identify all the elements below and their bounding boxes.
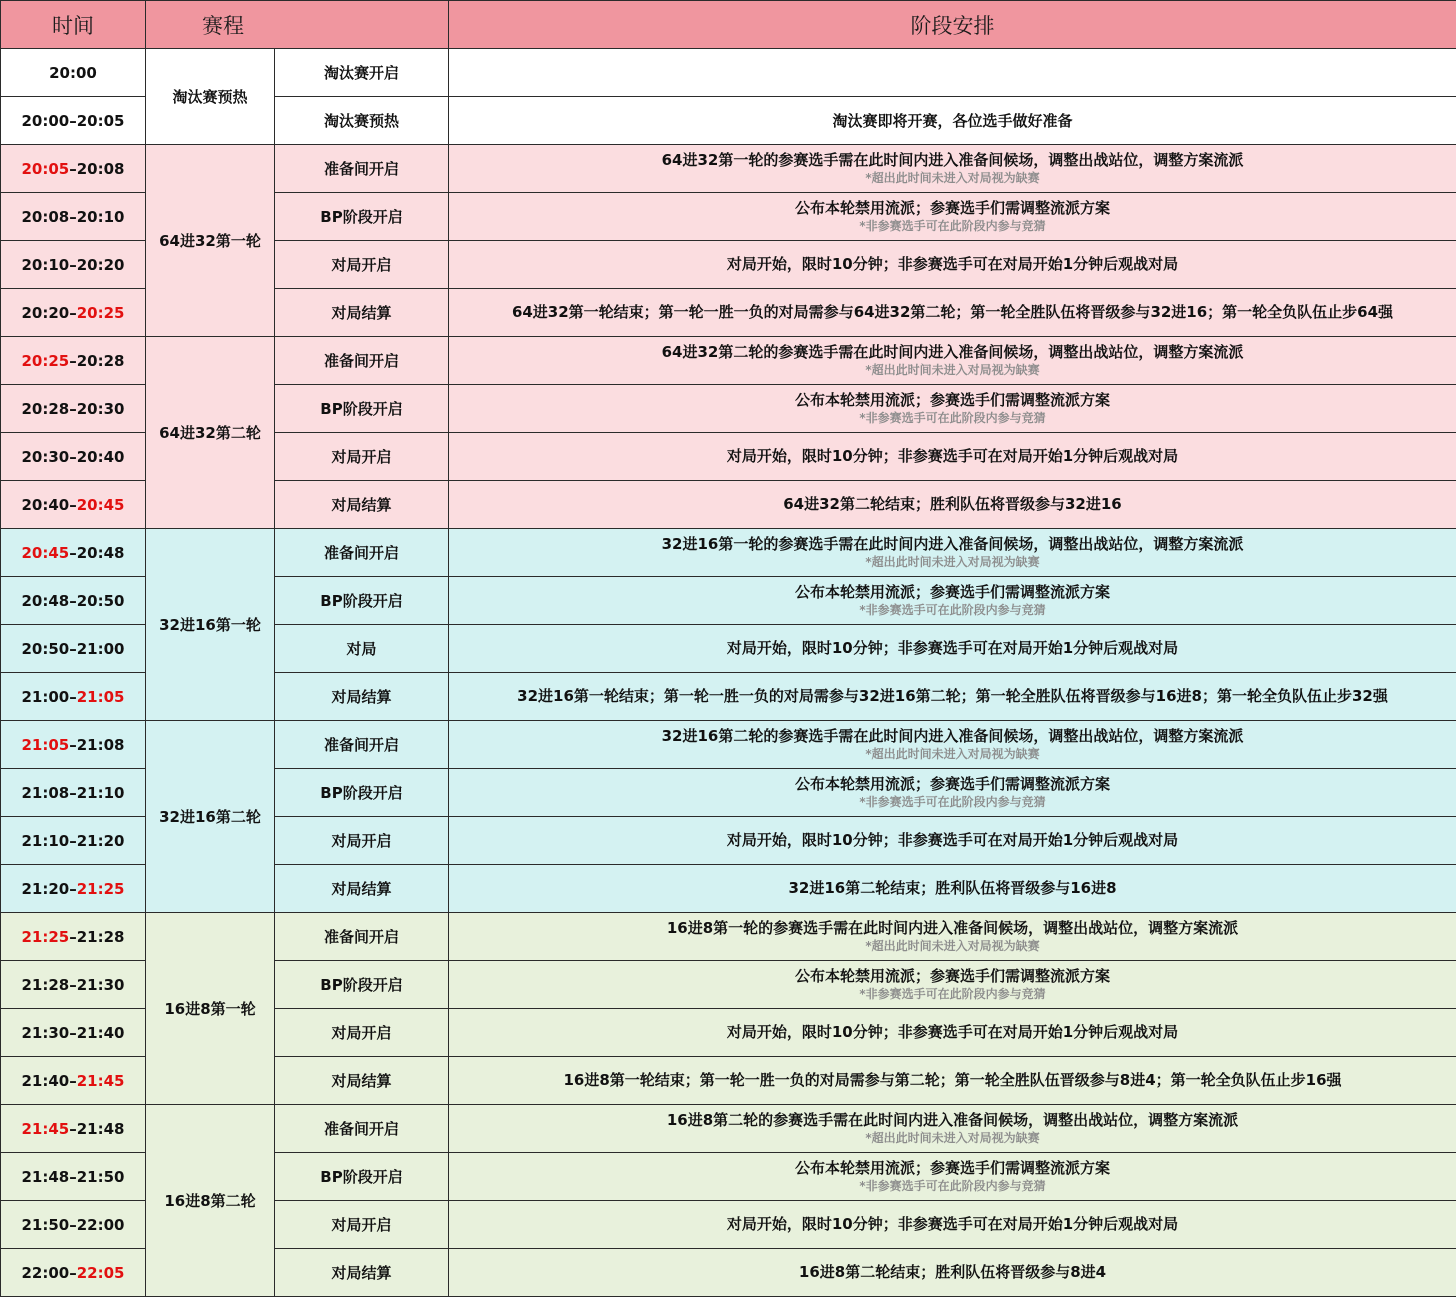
time-start: 21:05 [21, 735, 70, 754]
detail-cell: 淘汰赛即将开赛，各位选手做好准备 [449, 97, 1456, 145]
time-start: 21:10 [21, 831, 70, 850]
time-end: 21:08 [76, 735, 125, 754]
table-row [1, 913, 1456, 961]
time-cell: 21:40–21:45 [1, 1057, 146, 1105]
detail-cell [449, 1009, 1456, 1057]
detail-text: 16进8第一轮的参赛选手需在此时间内进入准备间候场，调整出战站位，调整方案流派 [666, 919, 1239, 937]
time-end: 20:10 [76, 207, 125, 226]
time-end: 21:05 [76, 687, 125, 706]
phase-cell: BP阶段开启 [275, 385, 449, 433]
time-cell: 20:10–20:20 [1, 241, 146, 289]
phase-cell: 准备间开启 [275, 529, 449, 577]
stage-cell: 淘汰赛预热 [146, 49, 275, 145]
stage-cell: 32进16第二轮 [146, 721, 275, 913]
detail-cell [449, 289, 1456, 337]
phase-cell: BP阶段开启 [275, 961, 449, 1009]
detail-text: 公布本轮禁用流派；参赛选手们需调整流派方案 [794, 391, 1110, 409]
time-cell: 20:20–20:25 [1, 289, 146, 337]
detail-cell [449, 625, 1456, 673]
phase-cell: 准备间开启 [275, 913, 449, 961]
phase-cell: 对局结算 [275, 1249, 449, 1297]
detail-cell [449, 1057, 1456, 1105]
time-cell: 20:48–20:50 [1, 577, 146, 625]
detail-cell [449, 913, 1456, 961]
schedule-body [1, 49, 1456, 1297]
detail-text: 公布本轮禁用流派；参赛选手们需调整流派方案 [794, 775, 1110, 793]
phase-cell: 对局结算 [275, 289, 449, 337]
time-start: 21:45 [21, 1119, 70, 1138]
time-start: 22:00 [21, 1263, 70, 1282]
table-row [1, 721, 1456, 769]
table-row [1, 145, 1456, 193]
time-end: 21:45 [76, 1071, 125, 1090]
time-cell: 20:50–21:00 [1, 625, 146, 673]
time-end: 21:00 [76, 639, 125, 658]
detail-text: 32进16第二轮的参赛选手需在此时间内进入准备间候场，调整出战站位，调整方案流派 [661, 727, 1244, 745]
phase-cell: 淘汰赛开启 [275, 49, 449, 97]
guess-note: *非参赛选手可在此阶段内参与竞猜 [859, 603, 1046, 617]
detail-text: 32进16第一轮结束；第一轮一胜一负的对局需参与32进16第二轮；第一轮全胜队伍将晋级参与16进8；第一轮全负队伍止步32强 [517, 687, 1388, 705]
time-end: 20:05 [76, 111, 125, 130]
time-cell: 21:25–21:28 [1, 913, 146, 961]
time-cell: 21:10–21:20 [1, 817, 146, 865]
detail-text: 64进32第一轮的参赛选手需在此时间内进入准备间候场，调整出战站位，调整方案流派 [661, 151, 1244, 169]
time-end: 21:50 [76, 1167, 125, 1186]
stage-cell: 64进32第二轮 [146, 337, 275, 529]
time-cell: 21:50–22:00 [1, 1201, 146, 1249]
guess-note: *非参赛选手可在此阶段内参与竞猜 [859, 795, 1046, 809]
phase-cell: 对局开启 [275, 817, 449, 865]
time-start: 21:30 [21, 1023, 70, 1042]
time-end: 22:00 [76, 1215, 125, 1234]
detail-cell [449, 721, 1456, 769]
phase-cell: 对局开启 [275, 1009, 449, 1057]
time-start: 20:08 [21, 207, 70, 226]
time-end: 21:30 [76, 975, 125, 994]
time-start: 20:20 [21, 303, 70, 322]
stage-cell: 64进32第一轮 [146, 145, 275, 337]
time-end: 20:25 [76, 303, 125, 322]
table-row [1, 49, 1456, 97]
detail-cell [449, 577, 1456, 625]
detail-cell [449, 337, 1456, 385]
phase-cell: 准备间开启 [275, 1105, 449, 1153]
time-start: 20:50 [21, 639, 70, 658]
detail-text: 64进32第二轮结束；胜利队伍将晋级参与32进16 [783, 495, 1122, 513]
phase-cell: BP阶段开启 [275, 193, 449, 241]
phase-cell: 对局结算 [275, 865, 449, 913]
detail-cell [449, 481, 1456, 529]
time-cell: 20:05–20:08 [1, 145, 146, 193]
detail-cell [449, 1153, 1456, 1201]
stage-cell: 16进8第一轮 [146, 913, 275, 1105]
time-cell: 22:00–22:05 [1, 1249, 146, 1297]
time-start: 20:28 [21, 399, 70, 418]
late-note: *超出此时间未进入对局视为缺赛 [865, 939, 1040, 953]
guess-note: *非参赛选手可在此阶段内参与竞猜 [859, 1179, 1046, 1193]
time-end: 20:20 [76, 255, 125, 274]
detail-text: 公布本轮禁用流派；参赛选手们需调整流派方案 [794, 583, 1110, 601]
time-end: 21:48 [76, 1119, 125, 1138]
header-row [1, 1, 1456, 49]
detail-cell [449, 193, 1456, 241]
time-cell: 21:45–21:48 [1, 1105, 146, 1153]
detail-text: 对局开始，限时10分钟；非参赛选手可在对局开始1分钟后观战对局 [726, 255, 1179, 273]
late-note: *超出此时间未进入对局视为缺赛 [865, 1131, 1040, 1145]
time-cell: 20:25–20:28 [1, 337, 146, 385]
time-cell: 21:30–21:40 [1, 1009, 146, 1057]
time-end: 20:45 [76, 495, 125, 514]
detail-cell [449, 1105, 1456, 1153]
header-schedule: 赛程 [146, 1, 449, 49]
guess-note: *非参赛选手可在此阶段内参与竞猜 [859, 219, 1046, 233]
detail-cell [449, 49, 1456, 97]
time-start: 21:25 [21, 927, 70, 946]
table-row [1, 529, 1456, 577]
time-cell: 20:00 [1, 49, 146, 97]
detail-cell [449, 961, 1456, 1009]
time-start: 21:08 [21, 783, 70, 802]
phase-cell: BP阶段开启 [275, 769, 449, 817]
detail-text: 对局开始，限时10分钟；非参赛选手可在对局开始1分钟后观战对局 [726, 1023, 1179, 1041]
detail-text: 64进32第一轮结束；第一轮一胜一负的对局需参与64进32第二轮；第一轮全胜队伍将晋级参与32进16；第一轮全负队伍止步64强 [511, 303, 1394, 321]
phase-cell: 对局结算 [275, 1057, 449, 1105]
time-cell: 21:48–21:50 [1, 1153, 146, 1201]
detail-cell [449, 241, 1456, 289]
time-end: 22:05 [76, 1263, 125, 1282]
time-start: 20:00 [21, 111, 70, 130]
time-end: 21:20 [76, 831, 125, 850]
detail-text: 64进32第二轮的参赛选手需在此时间内进入准备间候场，调整出战站位，调整方案流派 [661, 343, 1244, 361]
guess-note: *非参赛选手可在此阶段内参与竞猜 [859, 411, 1046, 425]
phase-cell: 对局 [275, 625, 449, 673]
phase-cell: 准备间开启 [275, 337, 449, 385]
time-end: 21:40 [76, 1023, 125, 1042]
phase-cell: 对局结算 [275, 673, 449, 721]
late-note: *超出此时间未进入对局视为缺赛 [865, 747, 1040, 761]
detail-text: 32进16第二轮结束；胜利队伍将晋级参与16进8 [788, 879, 1117, 897]
detail-cell [449, 673, 1456, 721]
time-cell: 21:20–21:25 [1, 865, 146, 913]
time-end: 20:08 [76, 159, 125, 178]
detail-text: 公布本轮禁用流派；参赛选手们需调整流派方案 [794, 967, 1110, 985]
detail-text: 公布本轮禁用流派；参赛选手们需调整流派方案 [794, 1159, 1110, 1177]
time-start: 20:25 [21, 351, 70, 370]
detail-cell [449, 817, 1456, 865]
table-row [1, 337, 1456, 385]
table-row [1, 1105, 1456, 1153]
time-cell: 21:05–21:08 [1, 721, 146, 769]
detail-text: 16进8第一轮结束；第一轮一胜一负的对局需参与第二轮；第一轮全胜队伍晋级参与8进4；第一轮全负队伍止步16强 [563, 1071, 1342, 1089]
detail-text: 对局开始，限时10分钟；非参赛选手可在对局开始1分钟后观战对局 [726, 831, 1179, 849]
late-note: *超出此时间未进入对局视为缺赛 [865, 171, 1040, 185]
phase-cell: 对局结算 [275, 481, 449, 529]
time-cell: 20:28–20:30 [1, 385, 146, 433]
time-cell: 20:40–20:45 [1, 481, 146, 529]
detail-text: 16进8第二轮结束；胜利队伍将晋级参与8进4 [798, 1263, 1107, 1281]
header-arrangement: 阶段安排 [449, 1, 1456, 49]
detail-text: 公布本轮禁用流派；参赛选手们需调整流派方案 [794, 199, 1110, 217]
phase-cell: BP阶段开启 [275, 577, 449, 625]
detail-cell [449, 1249, 1456, 1297]
stage-cell: 16进8第二轮 [146, 1105, 275, 1297]
header-time: 时间 [1, 1, 146, 49]
time-end: 20:30 [76, 399, 125, 418]
time-cell: 20:08–20:10 [1, 193, 146, 241]
detail-cell [449, 433, 1456, 481]
time-end: 21:28 [76, 927, 125, 946]
detail-text: 32进16第一轮的参赛选手需在此时间内进入准备间候场，调整出战站位，调整方案流派 [661, 535, 1244, 553]
time-end: 20:48 [76, 543, 125, 562]
detail-cell [449, 529, 1456, 577]
detail-cell [449, 385, 1456, 433]
time-start: 20:40 [21, 495, 70, 514]
guess-note: *非参赛选手可在此阶段内参与竞猜 [859, 987, 1046, 1001]
phase-cell: 准备间开启 [275, 721, 449, 769]
time-start: 21:50 [21, 1215, 70, 1234]
time-cell: 20:00–20:05 [1, 97, 146, 145]
time-cell: 21:28–21:30 [1, 961, 146, 1009]
phase-cell: 对局开启 [275, 1201, 449, 1249]
time-cell: 21:00–21:05 [1, 673, 146, 721]
time-cell: 20:45–20:48 [1, 529, 146, 577]
time-start: 20:30 [21, 447, 70, 466]
time-cell: 20:30–20:40 [1, 433, 146, 481]
time-end: 21:25 [76, 879, 125, 898]
phase-cell: 对局开启 [275, 241, 449, 289]
late-note: *超出此时间未进入对局视为缺赛 [865, 363, 1040, 377]
time-start: 21:00 [21, 687, 70, 706]
late-note: *超出此时间未进入对局视为缺赛 [865, 555, 1040, 569]
time-start: 21:48 [21, 1167, 70, 1186]
phase-cell: 淘汰赛预热 [275, 97, 449, 145]
time-start: 21:20 [21, 879, 70, 898]
detail-text: 对局开始，限时10分钟；非参赛选手可在对局开始1分钟后观战对局 [726, 639, 1179, 657]
detail-text: 对局开始，限时10分钟；非参赛选手可在对局开始1分钟后观战对局 [726, 1215, 1179, 1233]
phase-cell: 对局开启 [275, 433, 449, 481]
time-start: 21:28 [21, 975, 70, 994]
time-start: 21:40 [21, 1071, 70, 1090]
time-start: 20:10 [21, 255, 70, 274]
time-start: 20:48 [21, 591, 70, 610]
phase-cell: 准备间开启 [275, 145, 449, 193]
time-start: 20:05 [21, 159, 70, 178]
stage-cell: 32进16第一轮 [146, 529, 275, 721]
detail-cell [449, 145, 1456, 193]
detail-text: 16进8第二轮的参赛选手需在此时间内进入准备间候场，调整出战站位，调整方案流派 [666, 1111, 1239, 1129]
time-end: 20:40 [76, 447, 125, 466]
time-end: 21:10 [76, 783, 125, 802]
detail-text: 对局开始，限时10分钟；非参赛选手可在对局开始1分钟后观战对局 [726, 447, 1179, 465]
phase-cell: BP阶段开启 [275, 1153, 449, 1201]
time-start: 20:45 [21, 543, 70, 562]
detail-cell [449, 865, 1456, 913]
detail-cell [449, 1201, 1456, 1249]
time-end: 20:28 [76, 351, 125, 370]
time-end: 20:50 [76, 591, 125, 610]
time-cell: 21:08–21:10 [1, 769, 146, 817]
detail-cell [449, 769, 1456, 817]
